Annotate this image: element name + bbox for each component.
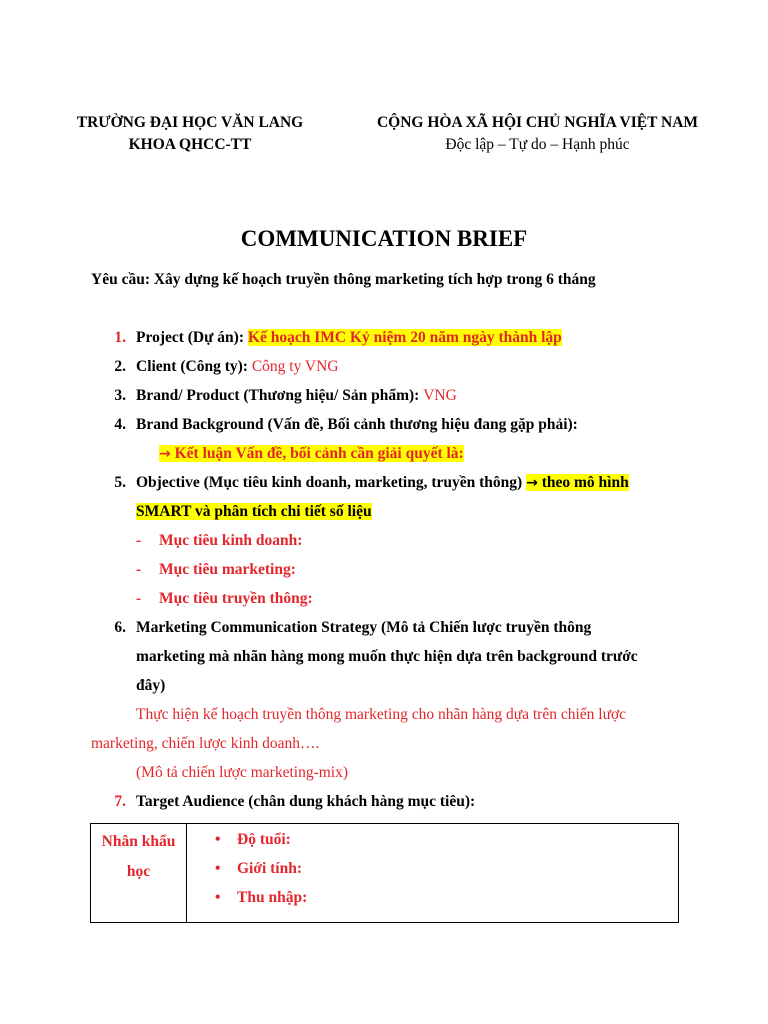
item-number: 6.	[114, 619, 126, 636]
demographics-table	[90, 823, 679, 923]
national-header	[355, 112, 720, 156]
item-number: 1.	[114, 329, 126, 346]
country-name: CỘNG HÒA XÃ HỘI CHỦ NGHĨA VIỆT NAM	[376, 114, 699, 131]
item-number: 7.	[114, 793, 126, 810]
project-value: Kế hoạch IMC Kỷ niệm 20 năm ngày thành lập	[247, 329, 562, 346]
item-number: 5.	[114, 474, 126, 491]
client-value: Công ty VNG	[251, 358, 339, 375]
gender-field: Giới tính:	[237, 860, 302, 877]
arrow-right-icon: →	[526, 475, 538, 491]
national-motto: Độc lập – Tự do – Hạnh phúc	[445, 136, 630, 153]
item-label: Client (Công ty):	[136, 358, 252, 375]
item-number: 3.	[114, 387, 126, 404]
requirement-text: Yêu cầu: Xây dựng kế hoạch truyền thông marketing tích hợp trong 6 tháng	[91, 271, 596, 288]
arrow-right-icon: →	[159, 446, 171, 462]
bullet-icon: •	[215, 860, 221, 877]
smart-note-line2: SMART và phân tích chi tiết số liệu	[136, 503, 372, 520]
item-number: 4.	[114, 416, 126, 433]
strategy-line2: marketing mà nhãn hàng mong muốn thực hiện dựa trên background trước	[136, 648, 638, 665]
item-label: Brand/ Product (Thương hiệu/ Sản phẩm):	[136, 387, 424, 404]
dash-marker: -	[136, 532, 142, 549]
background-conclusion	[159, 444, 464, 464]
school-name: TRƯỜNG ĐẠI HỌC VĂN LANG	[76, 114, 304, 131]
item-label: Marketing Communication Strategy (Mô tả Chiến lược truyền thông	[136, 619, 592, 636]
item-label: Target Audience (chân dung khách hàng mục tiêu):	[136, 793, 476, 810]
item-number: 2.	[114, 358, 126, 375]
strategy-line3: đây)	[136, 677, 166, 694]
age-field: Độ tuổi:	[237, 831, 291, 848]
income-field: Thu nhập:	[237, 889, 308, 906]
faculty-name: KHOA QHCC-TT	[128, 136, 252, 153]
bullet-icon: •	[215, 831, 221, 848]
bullet-icon: •	[215, 889, 221, 906]
item-label: Project (Dự án):	[136, 329, 248, 346]
item-label: Brand Background (Vấn đề, Bối cảnh thương hiệu đang gặp phải):	[136, 416, 578, 433]
demographics-label-cell: Nhân khẩu học	[91, 824, 187, 922]
page-title: COMMUNICATION BRIEF	[240, 226, 528, 251]
brand-value: VNG	[423, 387, 457, 404]
school-header	[60, 112, 320, 156]
dash-marker: -	[136, 561, 142, 578]
strategy-description-line1: Thực hiện kế hoạch truyền thông marketing cho nhãn hàng dựa trên chiến lược	[136, 706, 627, 723]
strategy-description-line2: marketing, chiến lược kinh doanh….	[91, 735, 320, 752]
smart-note: theo mô hình	[537, 474, 629, 491]
dash-marker: -	[136, 590, 142, 607]
strategy-marketing-mix: (Mô tả chiến lược marketing-mix)	[136, 764, 349, 781]
conclusion-text: Kết luận Vấn đề, bối cảnh cần giải quyết là:	[170, 445, 464, 462]
item-label: Objective (Mục tiêu kinh doanh, marketing, truyền thông)	[136, 474, 527, 491]
